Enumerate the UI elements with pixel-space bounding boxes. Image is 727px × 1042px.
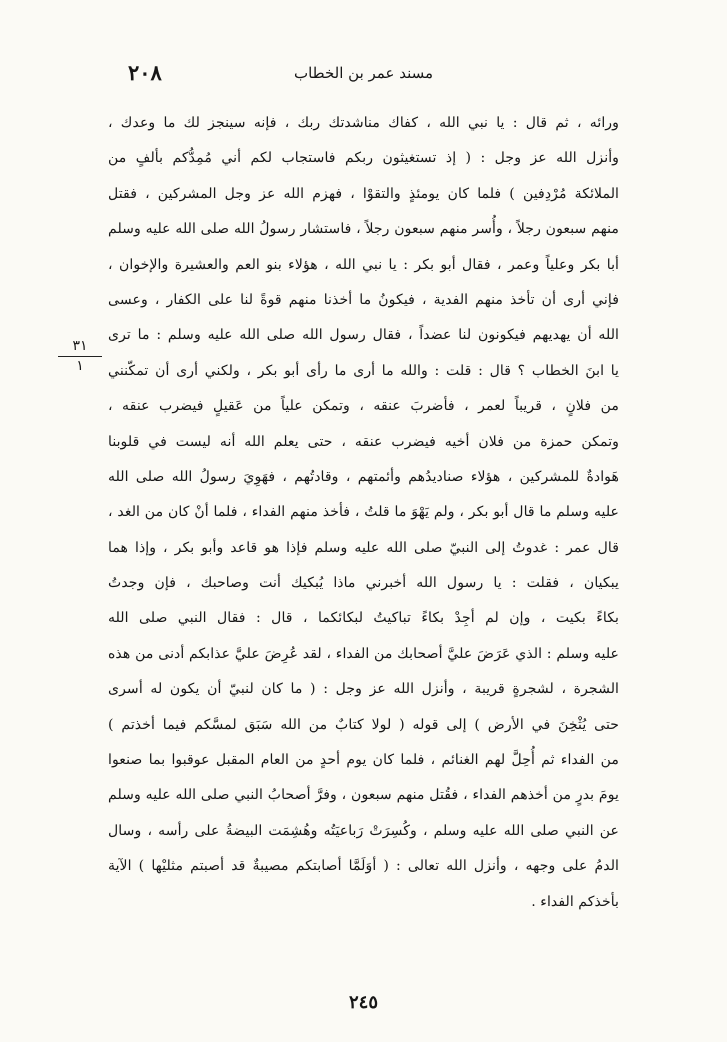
text-line: الملائكة مُرْدِفين ) فلما كان يومئذٍ والتقوْا ، فهزم الله عز وجل المشركين ، فقتل (108, 185, 619, 202)
text-line: قال عمر : غدوتُ إلى النبيّ صلى الله عليه وسلم فإذا هو قاعد وأبو بكر ، وإذا هما (108, 539, 619, 556)
margin-reference-note (58, 338, 102, 375)
text-line: من فلانٍ ، قريباً لعمر ، فأضربَ عنقه ، وتمكن علياً من عَقيلٍ فيضرب عنقه ، (108, 398, 619, 415)
text-line: يومَ بدرٍ من أخذهم الفداء ، فقُتل منهم سبعون ، وفرَّ أصحابُ النبي صلى الله عليه وسلم (108, 787, 619, 804)
text-line: حتى يُثْخِنَ في الأرض ) إلى قوله ( لولا كتابٌ من الله سَبَق لمسَّكم فيما أخذتم ) (108, 716, 619, 733)
margin-note-bottom: ١ (76, 358, 84, 374)
text-line: يا ابنَ الخطاب ؟ قال : قلت : والله ما أرى ما رأى أبو بكر ، ولكني أرى أن تمكّنني (108, 362, 619, 379)
text-line: من الفداء ثم أُحِلَّ لهم الغنائم ، فلما كان يوم أحدٍ من العام المقبل عوقبوا بما صنعوا (108, 752, 619, 769)
footer-page-number: ٢٤٥ (348, 992, 378, 1013)
running-title: مسند عمر بن الخطاب (293, 64, 434, 82)
text-line: الشجرة ، لشجرةٍ قريبة ، وأنزل الله عز وجل : ( ما كان لنبيّ أن يكون له أسرى (108, 681, 619, 698)
text-line: عن النبي صلى الله عليه وسلم ، وكُسِرَتْ رَباعيَتُه وهُشِمَت البيضةُ على رأسه ، وسال (108, 822, 619, 839)
page-header (108, 60, 619, 90)
margin-note-rule (58, 356, 102, 357)
text-line: بكاءً بكيت ، وإن لم أجِدْ بكاءً تباكيتُ لبكائكما ، قال : فقال النبي صلى الله (108, 610, 619, 627)
text-line: عليه وسلم ما قال أبو بكر ، ولم يَهْوَ ما قلتُ ، فأخذ منهم الفداء ، فلما أنْ كان من الغد ، (108, 504, 619, 521)
text-line: الله أن يهديهم فيكونون لنا عضداً ، فقال رسول الله صلى الله عليه وسلم : ما ترى (108, 327, 619, 344)
body-text (108, 106, 619, 920)
text-line: عليه وسلم : الذي عَرَضَ عليَّ أصحابك من الفداء ، لقد عُرِضَ عليَّ عذابكم أدنى من هذه (108, 645, 619, 662)
text-line: فإني أرى أن تأخذ منهم الفدية ، فيكونُ ما أخذنا منهم قوةً لنا على الكفار ، وعسى (108, 291, 619, 308)
margin-note-top: ٣١ (72, 338, 88, 354)
text-line: يبكيان ، فقلت : يا رسول الله أخبرني ماذا يُبكيك أنت وصاحبك ، فإن وجدتُ (108, 575, 619, 592)
text-line-last: بأخذكم الفداء . (531, 893, 619, 910)
text-line: منهم سبعون رجلاً ، وأُسر منهم سبعون رجلاً ، فاستشار رسولُ الله صلى الله عليه وسلم (108, 221, 619, 238)
text-line: أبا بكر وعلياً وعمر ، فقال أبو بكر : يا نبي الله ، هؤلاء بنو العم والعشيرة والإخوان ، (108, 256, 619, 273)
text-line: هَوادةٌ للمشركين ، هؤلاء صناديدُهم وأئمتهم ، وقادتُهم ، فهَوِيَ رسولُ الله صلى الله (108, 468, 619, 485)
text-line: ورائه ، ثم قال : يا نبي الله ، كفاك مناشدتك ربك ، فإنه سينجز لك ما وعدك ، (108, 115, 619, 131)
text-line: وتمكن حمزة من فلان أخيه فيضرب عنقه ، حتى يعلم الله أنه ليست في قلوبنا (108, 433, 619, 450)
text-line: وأنزل الله عز وجل : ( إذ تستغيثون ربكم فاستجاب لكم أني مُمِدُّكم بألفٍ من (108, 150, 619, 167)
text-line: الدمُ على وجهه ، وأنزل الله تعالى : ( أوَلَمَّا أصابتكم مصيبةٌ قد أصبتم مثليْها ) الآية (108, 858, 619, 875)
page-number: ٢٠٨ (128, 60, 162, 85)
